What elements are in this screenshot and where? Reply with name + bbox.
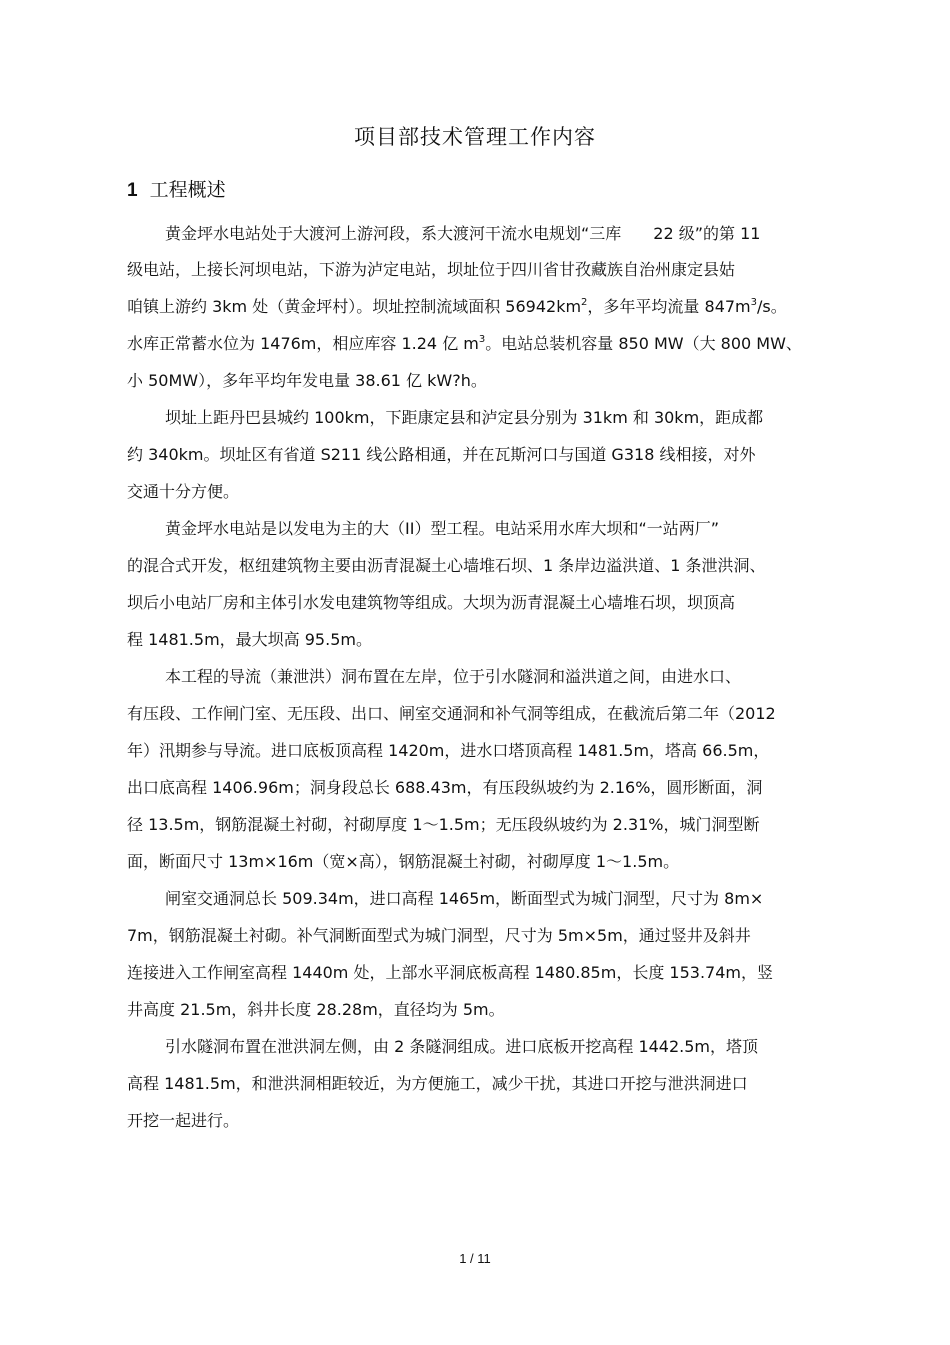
text-line xyxy=(127,296,787,318)
text-line: 本工程的导流（兼泄洪）洞布置在左岸，位于引水隧洞和溢洪道之间，由进水口、 xyxy=(165,667,742,686)
text-line xyxy=(127,333,802,355)
text-line: 的混合式开发，枢纽建筑物主要由沥青混凝土心墙堆石坝、1 条岸边溢洪道、1 条泄洪洞、 xyxy=(127,556,766,575)
line-text: 咱镇上游约 3km 处（黄金坪村）。坝址控制流域面积 56942km xyxy=(127,297,582,316)
line-text: /s。 xyxy=(757,297,787,316)
text-line: 井高度 21.5m，斜井长度 28.28m，直径均为 5m。 xyxy=(127,1000,505,1019)
line-text: 。电站总装机容量 850 MW（大 800 MW、 xyxy=(485,334,802,353)
section-title: 工程概述 xyxy=(149,179,226,201)
text-line: 年）汛期参与导流。进口底板顶高程 1420m，进水口塔顶高程 1481.5m，塔高 66.5m， xyxy=(127,741,770,760)
text-line: 闸室交通洞总长 509.34m，进口高程 1465m，断面型式为城门洞型，尺寸为 8m× xyxy=(165,889,764,908)
section-heading xyxy=(127,175,226,202)
text-line: 程 1481.5m，最大坝高 95.5m。 xyxy=(127,630,372,649)
text-line: 有压段、工作闸门室、无压段、出口、闸室交通洞和补气洞等组成，在截流后第二年（2012 xyxy=(127,704,776,723)
page-title: 项目部技术管理工作内容 xyxy=(354,125,596,149)
text-line: 交通十分方便。 xyxy=(127,482,240,501)
text-line: 连接进入工作闸室高程 1440m 处，上部水平洞底板高程 1480.85m，长度 153.74m，竖 xyxy=(127,963,773,982)
text-line: 径 13.5m，钢筋混凝土衬砌，衬砌厚度 1～1.5m；无压段纵坡约为 2.31%，城门洞型断 xyxy=(127,815,760,834)
text-line: 约 340km。坝址区有省道 S211 线公路相通，并在瓦斯河口与国道 G318 线相接，对外 xyxy=(127,445,756,464)
line-text: ，多年平均流量 847m xyxy=(587,297,751,316)
superscript: 3 xyxy=(478,334,486,345)
text-line: 黄金坪水电站是以发电为主的大（II）型工程。电站采用水库大坝和“一站两厂” xyxy=(165,519,720,538)
section-number: 1 xyxy=(127,180,138,201)
text-line: 高程 1481.5m，和泄洪洞相距较近，为方便施工，减少干扰，其进口开挖与泄洪洞进口 xyxy=(127,1074,748,1093)
text-line: 出口底高程 1406.96m；洞身段总长 688.43m，有压段纵坡约为 2.16%，圆形断面，洞 xyxy=(127,778,763,797)
text-line: 坝址上距丹巴县城约 100km，下距康定县和泸定县分别为 31km 和 30km，距成都 xyxy=(165,408,764,427)
text-line: 面，断面尺寸 13m×16m（宽×高），钢筋混凝土衬砌，衬砌厚度 1～1.5m。 xyxy=(127,852,680,871)
text-line: 黄金坪水电站处于大渡河上游河段，系大渡河干流水电规划“三库 22 级”的第 11 xyxy=(165,224,761,243)
text-line: 小 50MW），多年平均年发电量 38.61 亿 kW?h。 xyxy=(127,371,487,390)
superscript: 3 xyxy=(750,297,758,308)
text-line: 引水隧洞布置在泄洪洞左侧，由 2 条隧洞组成。进口底板开挖高程 1442.5m，塔顶 xyxy=(165,1037,759,1056)
text-line: 级电站，上接长河坝电站，下游为泸定电站，坝址位于四川省甘孜藏族自治州康定县姑 xyxy=(127,260,736,279)
text-line: 开挖一起进行。 xyxy=(127,1111,240,1130)
line-text: 水库正常蓄水位为 1476m，相应库容 1.24 亿 m xyxy=(127,334,479,353)
text-line: 坝后小电站厂房和主体引水发电建筑物等组成。大坝为沥青混凝土心墙堆石坝，坝顶高 xyxy=(127,593,736,612)
text-line: 7m，钢筋混凝土衬砌。补气洞断面型式为城门洞型，尺寸为 5m×5m，通过竖井及斜井 xyxy=(127,926,751,945)
page-number: 1 / 11 xyxy=(459,1251,491,1266)
superscript: 2 xyxy=(581,297,588,308)
